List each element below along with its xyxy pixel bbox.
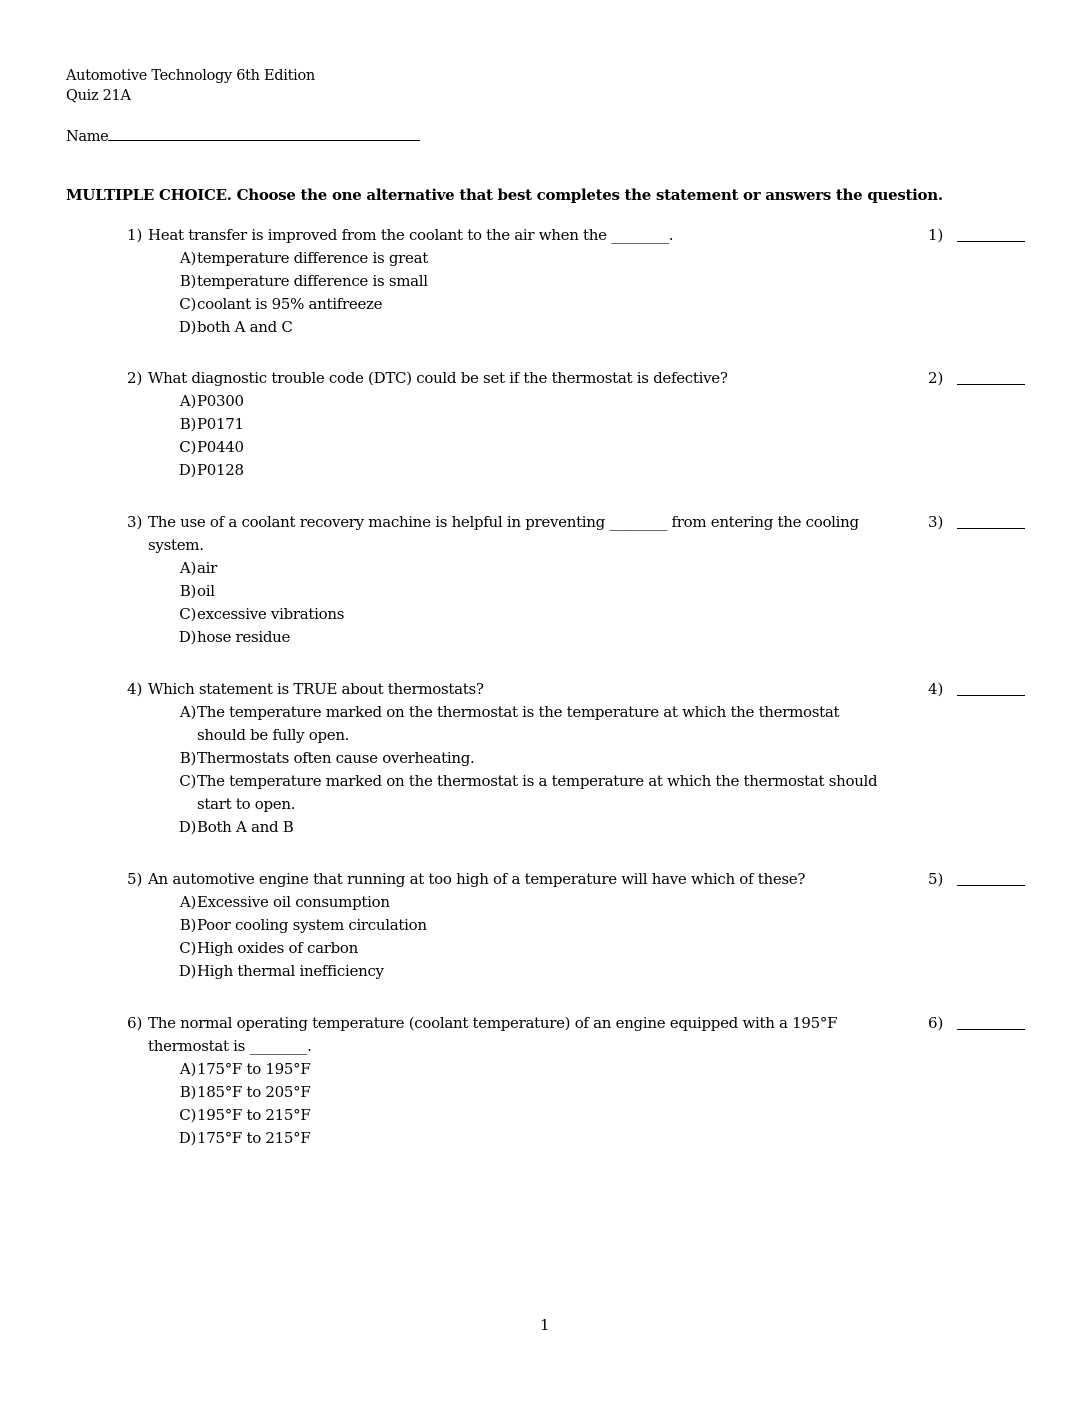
answer-option[interactable]: [0, 1104, 1088, 1127]
answer-option[interactable]: [0, 459, 1088, 482]
option-text: 195°F to 215°F: [197, 1106, 311, 1124]
answer-option[interactable]: [0, 626, 1088, 649]
question-item: [0, 367, 1088, 482]
answer-blank[interactable]: [957, 885, 1025, 886]
option-letter: A): [179, 703, 196, 721]
answer-option[interactable]: [0, 937, 1088, 960]
question-stem: [0, 224, 1088, 247]
option-text: Thermostats often cause overheating.: [197, 749, 475, 767]
option-text: air: [197, 559, 218, 577]
answer-option[interactable]: [0, 960, 1088, 983]
answer-option[interactable]: [0, 390, 1088, 413]
option-letter: A): [179, 559, 196, 577]
question-text: Which statement is TRUE about thermostats?: [148, 680, 484, 698]
answer-option[interactable]: [0, 1081, 1088, 1104]
option-letter: B): [179, 749, 196, 767]
answer-option[interactable]: [0, 914, 1088, 937]
option-letter: A): [179, 893, 196, 911]
answer-option[interactable]: [0, 1127, 1088, 1150]
question-text: What diagnostic trouble code (DTC) could be set if the thermostat is defective?: [148, 369, 728, 387]
question-text: An automotive engine that running at too high of a temperature will have which of these?: [148, 870, 806, 888]
answer-number: 6): [928, 1014, 944, 1032]
quiz-label: Quiz 21A: [66, 88, 131, 104]
answer-option[interactable]: [0, 316, 1088, 339]
question-number: 5): [127, 870, 143, 888]
question-item: [0, 868, 1088, 983]
option-letter: B): [179, 415, 196, 433]
question-item: [0, 678, 1088, 839]
option-letter: C): [179, 295, 196, 313]
answer-option[interactable]: [0, 701, 1088, 747]
option-text: coolant is 95% antifreeze: [197, 295, 383, 313]
option-letter: C): [179, 772, 196, 790]
answer-option[interactable]: [0, 770, 1088, 816]
answer-number: 1): [928, 226, 944, 244]
option-text: both A and C: [197, 318, 293, 336]
option-letter: A): [179, 392, 196, 410]
answer-option[interactable]: [0, 891, 1088, 914]
name-line[interactable]: [108, 126, 420, 141]
answer-option[interactable]: [0, 436, 1088, 459]
question-stem: [0, 367, 1088, 390]
option-text: Excessive oil consumption: [197, 893, 390, 911]
answer-blank[interactable]: [957, 695, 1025, 696]
option-text: The temperature marked on the thermostat is a temperature at which the thermostat should start to open.: [197, 772, 878, 813]
answer-option[interactable]: [0, 603, 1088, 626]
question-number: 6): [127, 1014, 143, 1032]
option-letter: C): [179, 1106, 196, 1124]
option-text: oil: [197, 582, 215, 600]
option-letter: B): [179, 272, 196, 290]
option-text: P0300: [197, 392, 244, 410]
answer-option[interactable]: [0, 580, 1088, 603]
option-letter: C): [179, 605, 196, 623]
option-letter: D): [178, 461, 196, 479]
answer-option[interactable]: [0, 247, 1088, 270]
answer-number: 4): [928, 680, 944, 698]
option-text: 175°F to 195°F: [197, 1060, 311, 1078]
question-text: The normal operating temperature (coolant temperature) of an engine equipped with a 195°F thermostat is ________.: [148, 1014, 838, 1055]
question-number: 4): [127, 680, 143, 698]
question-item: [0, 1012, 1088, 1150]
answer-blank[interactable]: [957, 384, 1025, 385]
option-letter: B): [179, 916, 196, 934]
option-text: 175°F to 215°F: [197, 1129, 311, 1147]
question-stem: [0, 868, 1088, 891]
option-text: hose residue: [197, 628, 291, 646]
option-letter: D): [178, 318, 196, 336]
option-text: High thermal inefficiency: [197, 962, 384, 980]
answer-option[interactable]: [0, 816, 1088, 839]
answer-number: 2): [928, 369, 944, 387]
name-field[interactable]: [66, 126, 420, 145]
option-text: P0128: [197, 461, 244, 479]
question-item: [0, 511, 1088, 649]
question-stem: [0, 511, 1088, 557]
answer-option[interactable]: [0, 557, 1088, 580]
option-letter: D): [178, 818, 196, 836]
option-letter: A): [179, 1060, 196, 1078]
answer-option[interactable]: [0, 1058, 1088, 1081]
option-letter: B): [179, 582, 196, 600]
option-letter: A): [179, 249, 196, 267]
option-letter: D): [178, 962, 196, 980]
answer-blank[interactable]: [957, 241, 1025, 242]
answer-option[interactable]: [0, 413, 1088, 436]
page-number: 1: [540, 1316, 550, 1334]
option-text: Both A and B: [197, 818, 294, 836]
question-text: Heat transfer is improved from the coolant to the air when the ________.: [148, 226, 674, 244]
option-text: temperature difference is great: [197, 249, 428, 267]
question-text: The use of a coolant recovery machine is helpful in preventing ________ from entering the cooling system.: [148, 513, 859, 554]
option-letter: C): [179, 438, 196, 456]
answer-number: 3): [928, 513, 944, 531]
option-text: High oxides of carbon: [197, 939, 359, 957]
answer-option[interactable]: [0, 270, 1088, 293]
question-stem: [0, 678, 1088, 701]
option-text: The temperature marked on the thermostat is the temperature at which the thermostat should be fully open.: [197, 703, 840, 744]
question-stem: [0, 1012, 1088, 1058]
answer-blank[interactable]: [957, 528, 1025, 529]
answer-option[interactable]: [0, 293, 1088, 316]
option-letter: C): [179, 939, 196, 957]
option-text: P0171: [197, 415, 244, 433]
answer-number: 5): [928, 870, 944, 888]
option-text: Poor cooling system circulation: [197, 916, 427, 934]
option-text: excessive vibrations: [197, 605, 345, 623]
option-letter: D): [178, 628, 196, 646]
option-letter: B): [179, 1083, 196, 1101]
answer-blank[interactable]: [957, 1029, 1025, 1030]
question-number: 1): [127, 226, 143, 244]
question-number: 2): [127, 369, 143, 387]
option-text: 185°F to 205°F: [197, 1083, 311, 1101]
document-title: Automotive Technology 6th Edition: [66, 68, 315, 84]
option-letter: D): [178, 1129, 196, 1147]
question-number: 3): [127, 513, 143, 531]
instructions: MULTIPLE CHOICE. Choose the one alternative that best completes the statement or answers the question.: [66, 186, 943, 204]
option-text: P0440: [197, 438, 244, 456]
question-item: [0, 224, 1088, 339]
answer-option[interactable]: [0, 747, 1088, 770]
option-text: temperature difference is small: [197, 272, 428, 290]
name-label: Name: [66, 129, 109, 145]
